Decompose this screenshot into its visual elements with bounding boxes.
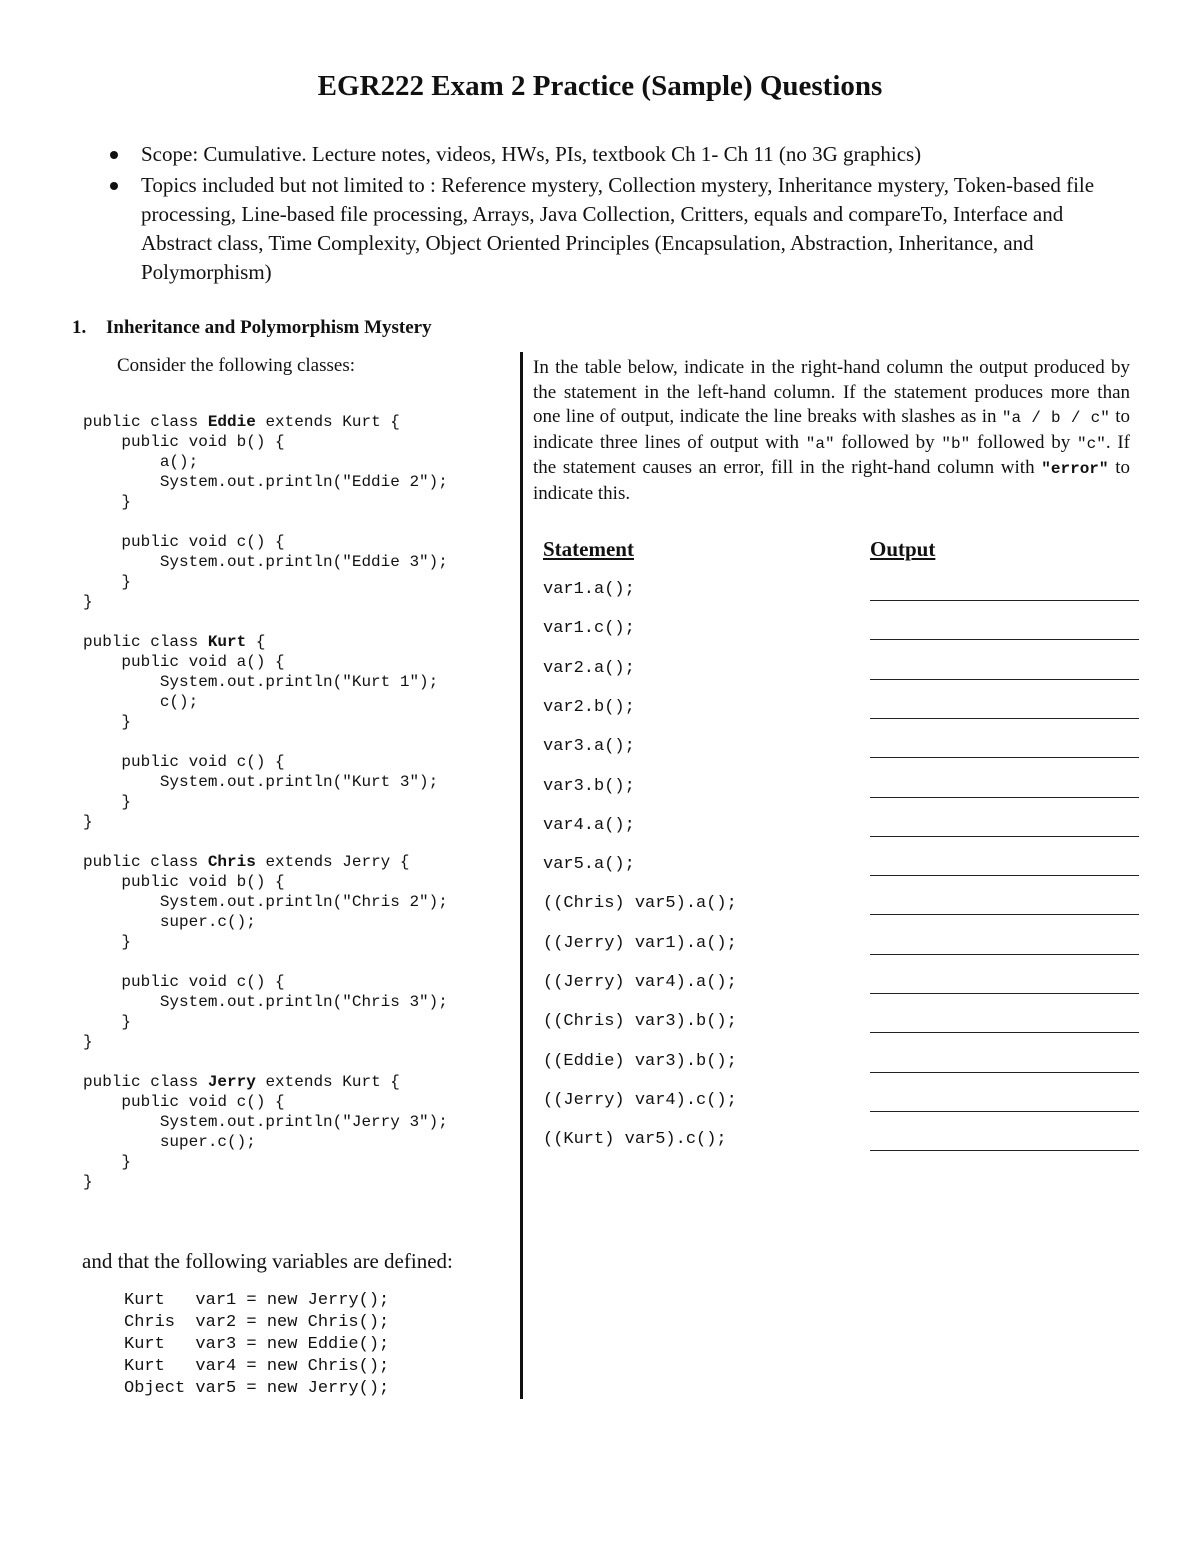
code-line (83, 812, 448, 832)
instructions-text: followed by (834, 431, 942, 453)
statement-cell: ((Chris) var3).b(); (543, 1012, 737, 1032)
code-line (83, 832, 448, 852)
code-line (83, 572, 448, 592)
table-instructions (533, 356, 1130, 507)
instructions-example: "a" (805, 434, 835, 453)
code-text: System.out.println("Eddie 3"); (83, 553, 448, 571)
question-number: 1. (72, 317, 87, 338)
code-line (83, 752, 448, 772)
output-answer-blank[interactable] (870, 954, 1139, 955)
code-line (83, 852, 448, 872)
code-text: public class (83, 1073, 208, 1091)
variable-declaration: Object var5 = new Jerry(); (124, 1379, 390, 1398)
code-text: extends Kurt { (255, 413, 400, 431)
consider-text: Consider the following classes: (117, 355, 355, 376)
code-text: public class (83, 413, 208, 431)
class-name: Kurt (207, 633, 247, 651)
statement-cell: var1.c(); (543, 619, 635, 639)
code-text: public class (83, 633, 208, 651)
code-text: System.out.println("Kurt 1"); (83, 673, 439, 691)
bullet-item (108, 171, 1138, 287)
scope-bullet-list (108, 140, 1138, 289)
statement-cell: ((Chris) var5).a(); (543, 894, 737, 914)
code-text: } (83, 813, 93, 831)
output-answer-blank[interactable] (870, 1032, 1139, 1033)
output-answer-blank[interactable] (870, 1150, 1139, 1151)
bullet-item (108, 140, 1138, 169)
instructions-text: to indicate three lines of output with (533, 406, 1131, 453)
code-line (83, 552, 448, 572)
statement-cell: ((Jerry) var4).a(); (543, 973, 737, 992)
code-line (83, 492, 448, 512)
bullet-dot-icon (110, 151, 118, 159)
output-answer-blank[interactable] (870, 1111, 1139, 1112)
code-line (83, 932, 448, 952)
code-line (83, 612, 448, 632)
code-text: } (83, 1153, 132, 1171)
code-text: public void c() { (83, 973, 285, 991)
code-text: } (83, 493, 132, 511)
code-line (83, 672, 448, 692)
code-line (83, 1172, 448, 1192)
bullet-text: Topics included but not limited to : Reference mystery, Collection mystery, Inheritance mystery, Token-based file processing, Line-based file processing, Arrays, Java Collection, Critters, equals and compareTo, Interface and Abstract class, Time Complexity, Object Oriented Principles (Encapsulation, Abstraction, Inheritance, and Polymorphism) (141, 173, 1095, 284)
code-text: extends Kurt { (255, 1073, 400, 1091)
variables-intro: and that the following variables are defined: (82, 1249, 453, 1273)
code-line (83, 772, 448, 792)
code-line (83, 432, 448, 452)
code-line (83, 892, 448, 912)
page-title: EGR222 Exam 2 Practice (Sample) Questions (317, 70, 883, 102)
variable-declaration: Chris var2 = new Chris(); (124, 1313, 390, 1332)
code-line (83, 472, 448, 492)
code-line (83, 992, 448, 1012)
bullet-text: Scope: Cumulative. Lecture notes, videos, HWs, PIs, textbook Ch 1- Ch 11 (no 3G graphics) (141, 142, 922, 166)
code-text: } (83, 573, 132, 591)
code-line (83, 952, 448, 972)
code-line (83, 1052, 448, 1072)
code-text: System.out.println("Chris 3"); (83, 993, 448, 1011)
question-heading (72, 317, 432, 339)
statement-cell: ((Jerry) var4).c(); (543, 1090, 737, 1110)
code-text: a(); (83, 453, 199, 471)
code-line (83, 592, 448, 612)
instructions-example: "a / b / c" (1001, 409, 1110, 428)
statement-cell: ((Jerry) var1).a(); (543, 933, 737, 953)
code-text: super.c(); (83, 913, 256, 931)
bullet-dot-icon (110, 182, 118, 190)
code-text: super.c(); (83, 1133, 256, 1151)
code-text: } (83, 1173, 93, 1191)
code-text: public void c() { (83, 753, 285, 771)
output-answer-blank[interactable] (870, 757, 1139, 758)
code-line (83, 732, 448, 752)
code-line (83, 532, 448, 552)
code-line (83, 632, 448, 652)
class-name: Chris (207, 853, 256, 871)
output-answer-blank[interactable] (870, 600, 1139, 601)
code-text: } (83, 793, 132, 811)
code-line (83, 1012, 448, 1032)
code-line (83, 652, 448, 672)
code-text: public void b() { (83, 873, 285, 891)
code-text: public void c() { (83, 533, 285, 551)
code-line (83, 1092, 448, 1112)
code-text: { (246, 633, 266, 651)
code-text: c(); (83, 693, 199, 711)
instructions-text: to indicate this. (533, 457, 1131, 504)
column-divider (520, 352, 523, 1399)
code-text: public void a() { (83, 653, 285, 671)
code-line (83, 692, 448, 712)
code-text: public void c() { (83, 1093, 285, 1111)
code-text: System.out.println("Eddie 2"); (83, 473, 448, 491)
class-name: Eddie (207, 413, 256, 431)
code-line (83, 712, 448, 732)
code-text: System.out.println("Kurt 3"); (83, 773, 439, 791)
code-line (83, 1152, 448, 1172)
output-answer-blank[interactable] (870, 718, 1139, 719)
code-text: } (83, 713, 132, 731)
statement-column-header: Statement (543, 537, 634, 561)
question-heading-text: Inheritance and Polymorphism Mystery (106, 317, 432, 338)
instructions-text: In the table below, indicate in the right-hand column the output produced by the statement in the left-hand column. If the statement produces more than one line of output, indicate the line breaks with slashes as in (533, 357, 1130, 428)
variable-declaration: Kurt var3 = new Eddie(); (124, 1335, 390, 1354)
instructions-text: . If the statement causes an error, fill in the right-hand column with (533, 431, 1130, 479)
code-line (83, 512, 448, 532)
code-line (83, 792, 448, 812)
statement-cell: var3.a(); (543, 737, 635, 757)
code-line (83, 1032, 448, 1052)
code-line (83, 412, 448, 432)
code-line (83, 1132, 448, 1152)
statement-cell: var3.b(); (543, 776, 635, 796)
statement-cell: var2.b(); (543, 697, 635, 717)
code-text: } (83, 933, 132, 951)
code-line (83, 912, 448, 932)
instructions-example: "c" (1077, 434, 1106, 453)
output-answer-blank[interactable] (870, 875, 1139, 876)
variable-declaration: Kurt var4 = new Chris(); (124, 1357, 390, 1376)
statement-cell: var1.a(); (543, 580, 635, 599)
class-code-block (83, 412, 448, 1192)
output-answer-blank[interactable] (870, 993, 1139, 994)
variable-declarations (124, 1290, 389, 1400)
code-text: public class (83, 853, 208, 871)
output-answer-blank[interactable] (870, 639, 1139, 640)
code-text: public void b() { (83, 433, 285, 451)
output-answer-blank[interactable] (870, 914, 1139, 915)
statement-cell: var4.a(); (543, 815, 635, 835)
code-text: } (83, 593, 93, 611)
code-text: } (83, 1013, 132, 1031)
code-line (83, 1112, 448, 1132)
statement-cell: var2.a(); (543, 658, 635, 678)
variable-declaration: Kurt var1 = new Jerry(); (124, 1291, 390, 1310)
instructions-example: "b" (941, 434, 971, 453)
output-answer-blank[interactable] (870, 836, 1139, 837)
output-column-header: Output (870, 537, 936, 561)
statement-cell: ((Kurt) var5).c(); (543, 1130, 727, 1150)
code-text: extends Jerry { (255, 853, 410, 871)
output-answer-blank[interactable] (870, 1072, 1139, 1073)
code-text: System.out.println("Jerry 3"); (83, 1113, 448, 1131)
instructions-text: followed by (970, 431, 1078, 453)
statement-cell: ((Eddie) var3).b(); (543, 1051, 737, 1071)
output-answer-blank[interactable] (870, 679, 1139, 680)
instructions-error-keyword: "error" (1041, 460, 1109, 479)
code-line (83, 452, 448, 472)
output-answer-blank[interactable] (870, 797, 1139, 798)
code-line (83, 872, 448, 892)
code-line (83, 1072, 448, 1092)
code-line (83, 972, 448, 992)
code-text: System.out.println("Chris 2"); (83, 893, 448, 911)
statement-cell: var5.a(); (543, 855, 635, 875)
code-text: } (83, 1033, 93, 1051)
class-name: Jerry (207, 1073, 256, 1091)
